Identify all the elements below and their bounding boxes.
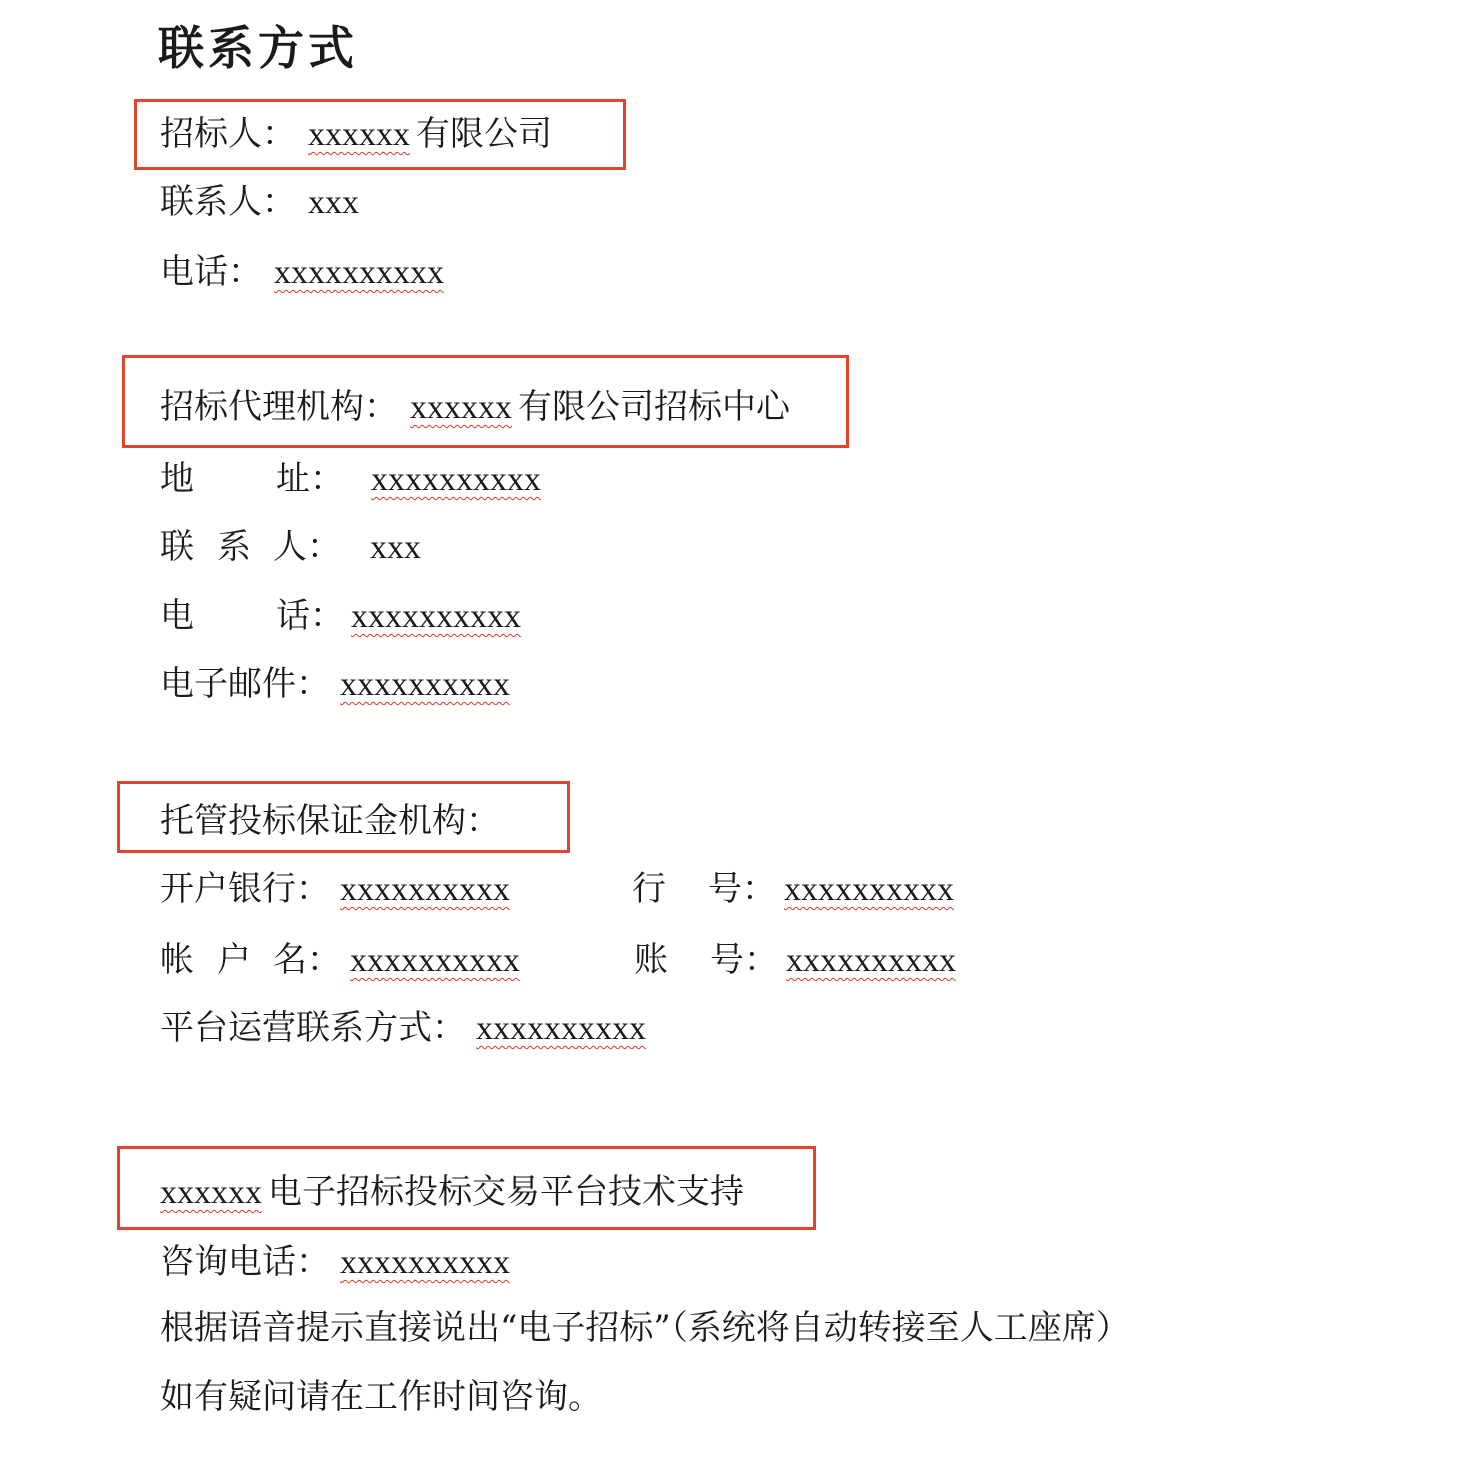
support-heading-line — [160, 1170, 744, 1215]
deposit-ops-value: xxxxxxxxxx — [476, 1010, 646, 1047]
deposit-account-no-line — [634, 938, 956, 983]
deposit-heading: 托管投标保证金机构： — [160, 801, 500, 841]
deposit-bank-label: 开户银行： — [160, 869, 330, 909]
tenderer-name-line — [160, 112, 552, 157]
support-hours-hint: 如有疑问请在工作时间咨询。 — [160, 1377, 602, 1417]
agency-address-label-a: 地 — [160, 459, 194, 499]
deposit-bank-no-label-a: 行 — [632, 869, 666, 909]
tenderer-name-suffix: 有限公司 — [416, 114, 552, 154]
agency-phone-line — [160, 594, 521, 639]
deposit-ops-label: 平台运营联系方式： — [160, 1008, 466, 1048]
deposit-account-no-value: xxxxxxxxxx — [786, 942, 956, 979]
tenderer-name-prefix: xxxxxx — [308, 116, 410, 153]
support-consult-label: 咨询电话： — [160, 1242, 330, 1282]
deposit-account-name-value: xxxxxxxxxx — [350, 942, 520, 979]
deposit-account-name-line — [160, 938, 520, 983]
agency-address-label-b: 址： — [276, 459, 344, 499]
deposit-bank-no-value: xxxxxxxxxx — [784, 871, 954, 908]
agency-email-value: xxxxxxxxxx — [340, 666, 510, 703]
deposit-bank-no-label-b: 号： — [708, 869, 776, 909]
support-voice-hint: 根据语音提示直接说出“电子招标”（系统将自动转接至人工座席） — [160, 1308, 1130, 1348]
support-heading-suffix: 电子招标投标交易平台技术支持 — [268, 1172, 744, 1212]
agency-name-suffix: 有限公司招标中心 — [518, 387, 790, 427]
agency-name-label: 招标代理机构： — [160, 387, 398, 427]
agency-contact-label-c: 人： — [273, 527, 341, 567]
agency-contact-label-a: 联 — [160, 527, 194, 567]
tenderer-phone-line — [160, 250, 444, 295]
tenderer-contact-label: 联系人： — [160, 182, 296, 222]
agency-phone-label-a: 电 — [160, 596, 194, 636]
support-voice-hint-line — [160, 1306, 1130, 1350]
agency-address-line — [160, 457, 541, 502]
deposit-account-no-label-b: 号： — [710, 940, 778, 980]
tenderer-phone-value: xxxxxxxxxx — [274, 254, 444, 291]
agency-contact-label-b: 系 — [217, 527, 251, 567]
support-heading-prefix: xxxxxx — [160, 1174, 262, 1211]
deposit-bank-line — [160, 867, 510, 912]
tenderer-contact-line — [160, 180, 359, 225]
agency-address-value: xxxxxxxxxx — [371, 461, 541, 498]
support-consult-line — [160, 1240, 510, 1285]
agency-name-line — [160, 385, 790, 430]
agency-phone-value: xxxxxxxxxx — [351, 598, 521, 635]
tenderer-phone-label: 电话： — [160, 252, 262, 292]
page-title: 联系方式 — [158, 21, 358, 75]
agency-email-label: 电子邮件： — [160, 664, 330, 704]
deposit-bank-no-line — [632, 867, 954, 912]
agency-phone-label-b: 话： — [276, 596, 344, 636]
support-consult-value: xxxxxxxxxx — [340, 1244, 510, 1281]
deposit-ops-line — [160, 1006, 646, 1051]
agency-contact-value: xxx — [370, 529, 421, 566]
agency-email-line — [160, 662, 510, 707]
deposit-account-name-label-a: 帐 — [160, 940, 194, 980]
deposit-account-no-label-a: 账 — [634, 940, 668, 980]
deposit-bank-value: xxxxxxxxxx — [340, 871, 510, 908]
deposit-heading-line — [160, 799, 500, 843]
deposit-account-name-label-c: 名： — [273, 940, 341, 980]
agency-contact-line — [160, 525, 421, 570]
tenderer-name-label: 招标人： — [160, 114, 296, 154]
deposit-account-name-label-b: 户 — [217, 940, 251, 980]
tenderer-contact-value: xxx — [308, 184, 359, 221]
agency-name-prefix: xxxxxx — [410, 389, 512, 426]
support-hours-hint-line — [160, 1375, 602, 1419]
